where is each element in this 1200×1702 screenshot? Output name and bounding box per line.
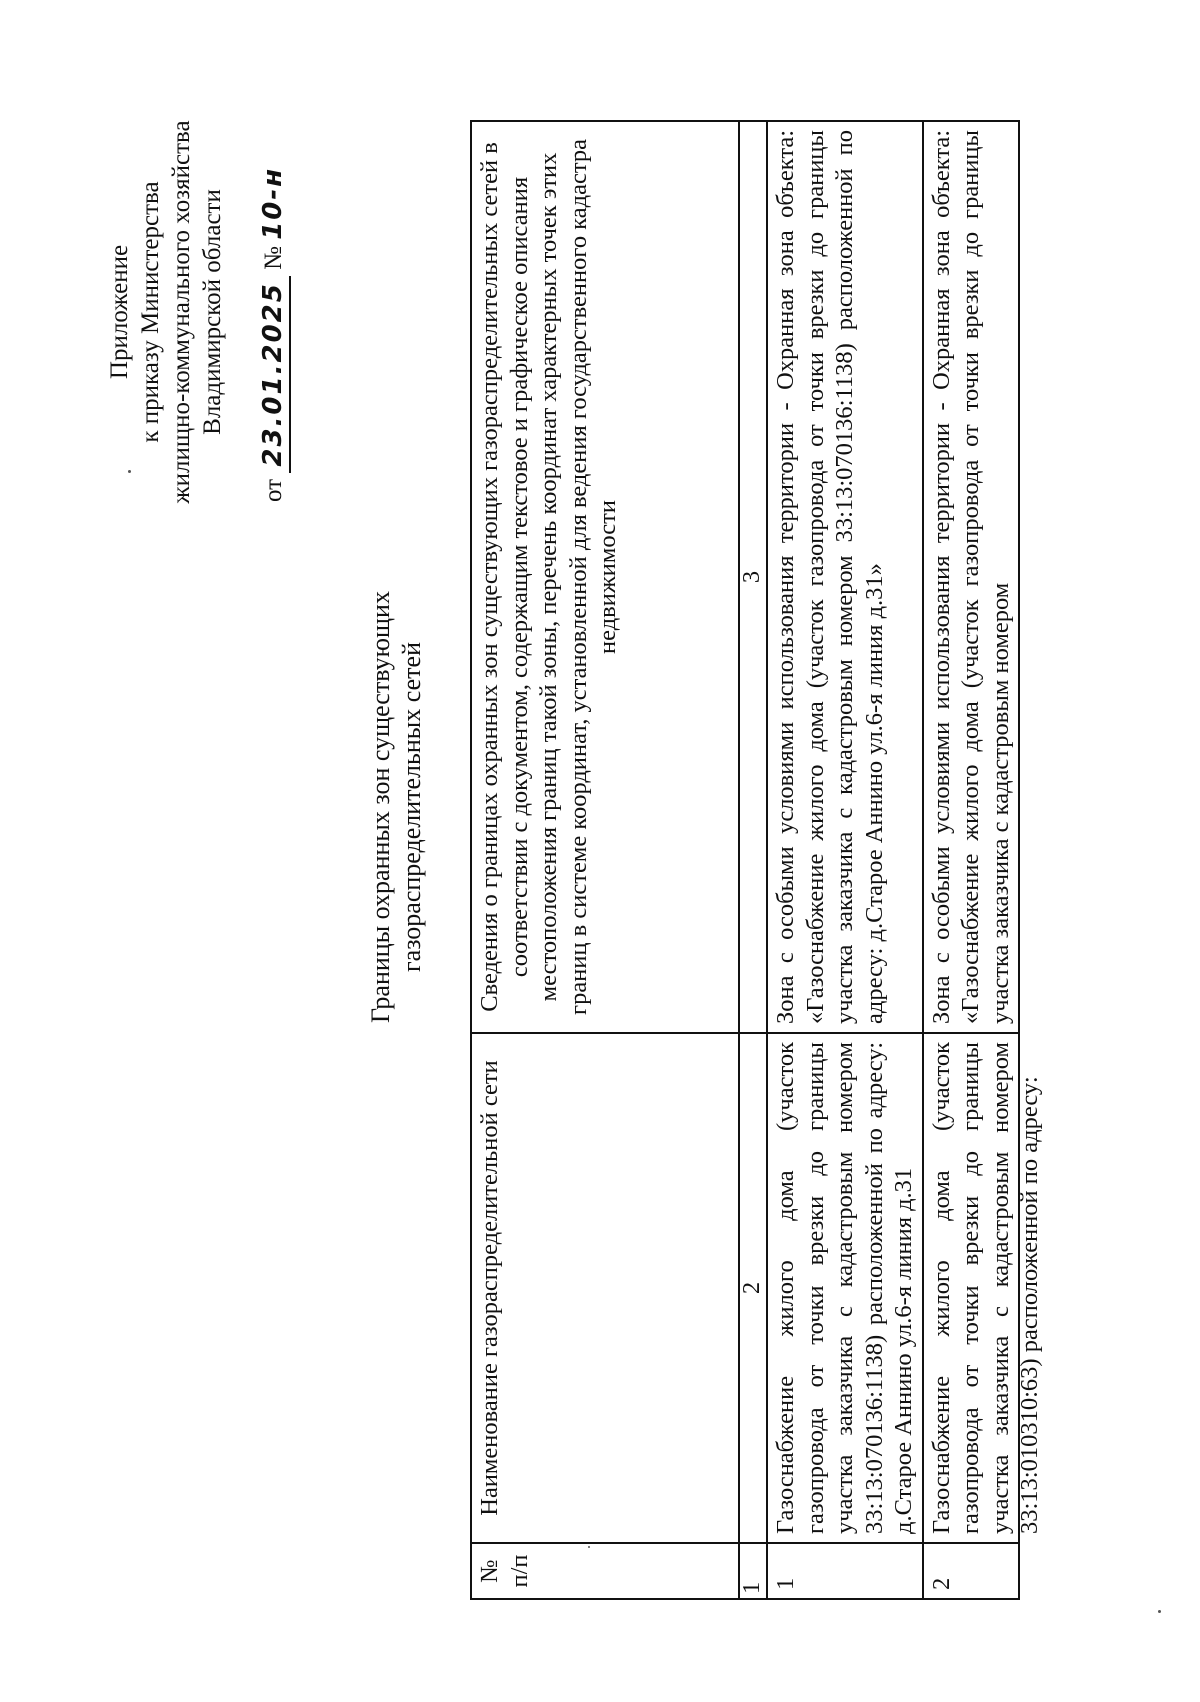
- column-number: 1: [739, 1543, 767, 1599]
- approval-line: Приложение: [106, 244, 133, 380]
- table-header-row: [471, 121, 739, 1599]
- rotated-document-page: [0, 52, 1170, 1662]
- zone-info-text: Зона с особыми условиями использования территории - Охранная зона объекта: «Газоснабжение жилого дома (участок газопровода от точки врезки до границы участка заказчика с кадастровым номером: [927, 130, 1014, 1024]
- approval-line: Владимирской области: [199, 189, 226, 435]
- title-line: газораспределительных сетей: [397, 642, 426, 973]
- zone-info: [923, 121, 1019, 1033]
- network-name: [923, 1033, 1043, 1543]
- network-name: Газоснабжение жилого дома (участок газопровода от точки врезки до границы участка заказчика с кадастровым номером 33:13:070136:1138) расположенной по адресу: д.Старое Аннино ул.6-я линия д.31: [767, 1033, 923, 1543]
- date-prefix: от: [260, 478, 287, 502]
- handwritten-number: 10-н: [258, 166, 288, 240]
- order-date-number: [258, 102, 291, 522]
- zones-table: [470, 120, 1043, 1600]
- row-number: [923, 1543, 1019, 1599]
- table-row: [767, 121, 923, 1599]
- header-name: Наименование газораспределительной сети: [471, 1033, 739, 1543]
- row-number: 1: [767, 1543, 923, 1599]
- network-name-text: Газоснабжение жилого дома (участок газопровода от точки врезки до границы участка заказчика с кадастровым номером 33:13:010310:63) расположенной по адресу:: [927, 1042, 1043, 1534]
- zone-info: Зона с особыми условиями использования территории - Охранная зона объекта: «Газоснабжение жилого дома (участок газопровода от точки врезки до границы участка заказчика с кадастровым номером 33:13:070136:1138) расположенной по адресу: д.Старое Аннино ул.6-я линия д.31»: [767, 121, 923, 1033]
- approval-block: [104, 102, 291, 522]
- header-number: № п/п: [471, 1543, 739, 1599]
- handwritten-date: 23.01.2025: [258, 276, 291, 472]
- approval-line: жилищно-коммунального хозяйства: [168, 120, 195, 504]
- column-number: 2: [739, 1033, 767, 1543]
- approval-line: к приказу Министерства: [137, 181, 164, 443]
- row-number-text: 2: [927, 1577, 955, 1590]
- title-line: Границы охранных зон существующих: [366, 591, 395, 1023]
- table-row: [923, 121, 1019, 1599]
- number-prefix: №: [260, 246, 287, 270]
- column-number: 3: [739, 121, 767, 1033]
- header-info: Сведения о границах охранных зон существующих газораспределительных сетей в соответствии с документом, содержащим текстовое и графическое описания местоположения границ такой зоны, перечень координат характерных точек этих границ в системе координат, установленной для ведения государственного кадастра недвижимости: [471, 121, 739, 1033]
- column-number-row: [739, 121, 767, 1599]
- document-title: [365, 282, 427, 1332]
